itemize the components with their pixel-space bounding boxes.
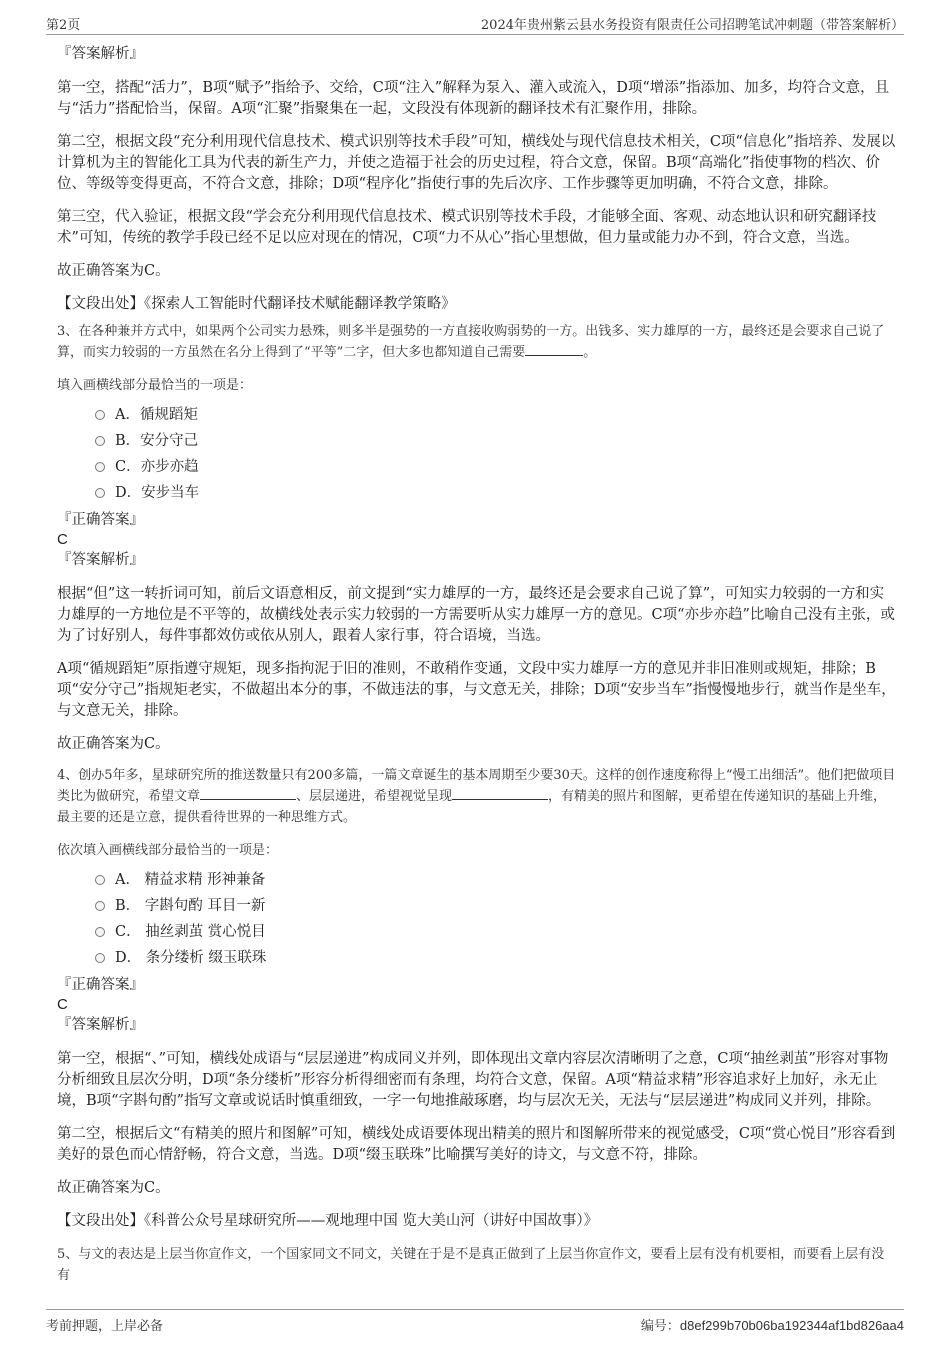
q4-conclusion: 故正确答案为C。 — [57, 1180, 170, 1196]
q4-blank-2 — [452, 786, 548, 800]
q2-source: 【文段出处】《探索人工智能时代翻译技术赋能翻译教学策略》 — [57, 296, 456, 312]
page-header — [46, 10, 904, 35]
q3-option-c[interactable]: C．亦步亦趋 — [95, 454, 897, 480]
radio-icon[interactable] — [95, 436, 105, 446]
radio-icon[interactable] — [95, 488, 105, 498]
q4-option-d[interactable]: D． 条分缕析 缀玉联珠 — [95, 945, 897, 971]
q5-stem: 5、与文的表达是上层当你宣作文，一个国家同文不同文，关键在于是不是真正做到了上层当你宣作文，要看上层有没有机要相，而要看上层有没有 — [57, 1247, 885, 1283]
q3-stem: 3、在各种兼并方式中，如果两个公司实力悬殊，则多半是强势的一方直接收购弱势的一方。出钱多、实力雄厚的一方，最终还是会要求自己说了算，而实力较弱的一方虽然在名分上得到了“平等”二字，但大多也都知道自己需要 。 — [57, 324, 885, 360]
q4-source: 【文段出处】《科普公众号星球研究所——观地理中国 览大美山河（讲好中国故事）》 — [57, 1213, 599, 1229]
radio-icon[interactable] — [95, 953, 105, 963]
page-content — [57, 44, 897, 1300]
q3-options — [95, 402, 897, 506]
document-code: 编号：d8ef299b70b06ba192344af1bd826aa4 — [640, 1318, 904, 1334]
q3-option-a[interactable]: A．循规蹈矩 — [95, 402, 897, 428]
q3-analysis-para-1: 根据“但”这一转折词可知，前后文语意相反，前文提到“实力雄厚的一方，最终还是会要求自己说了算”，可知实力较弱的一方和实力雄厚的一方地位是不平等的，故横线处表示实力较弱的一方需要听从实力雄厚一方的意见。C项“亦步亦趋”比喻自己没有主张，或为了讨好别人，每件事都效仿或依从别人，跟着人家行事，符合语境，当选。 — [57, 586, 895, 644]
q3-option-d[interactable]: D．安步当车 — [95, 480, 897, 506]
radio-icon[interactable] — [95, 927, 105, 937]
q3-analysis-para-2: A项“循规蹈矩”原指遵守规矩，现多指拘泥于旧的准则，不敢稍作变通，文段中实力雄厚一方的意见并非旧准则或规矩，排除；B项“安分守己”指规矩老实，不做超出本分的事，不做违法的事，与文意无关，排除；D项“安步当车”指慢慢地步行，就当作是坐车，与文意无关，排除。 — [57, 661, 896, 719]
analysis-label: 『答案解析』 — [57, 1017, 144, 1033]
q5-stem-cutoff — [57, 1244, 897, 1283]
q3-option-b[interactable]: B．安分守己 — [95, 428, 897, 454]
q4-answer: C — [57, 996, 68, 1013]
page-number: 第2页 — [46, 18, 81, 33]
page-footer — [46, 1309, 904, 1334]
q2-analysis-para-3: 第三空，代入验证，根据文段“学会充分利用现代信息技术、模式识别等技术手段，才能够全面、客观、动态地认识和研究翻译技术”可知，传统的教学手段已经不足以应对现在的情况，C项“力不从心”指心里想做，但力量或能力办不到，符合文意，当选。 — [57, 209, 877, 246]
q2-analysis-para-1: 第一空，搭配“活力”，B项“赋予”指给予、交给，C项“注入”解释为泵入、灌入或流入，D项“增添”指添加、加多，均符合文意，且与“活力”搭配恰当，保留。A项“汇聚”指聚集在一起，文段没有体现新的翻译技术有汇聚作用，排除。 — [57, 80, 890, 117]
q3-answer: C — [57, 531, 68, 548]
footer-slogan: 考前押题，上岸必备 — [46, 1319, 164, 1334]
q2-analysis-para-2: 第二空，根据文段“充分利用现代信息技术、模式识别等技术手段”可知，横线处与现代信息技术相关，C项“信息化”指培养、发展以计算机为主的智能化工具为代表的新生产力，并使之造福于社会的历史过程，符合文意，保留。B项“高端化”指使事物的档次、价位、等级等变得更高，不符合文意，排除；D项“程序化”指使行事的先后次序、工作步骤等更加明确，不符合文意，排除。 — [57, 134, 896, 192]
q4-blank-1 — [200, 786, 296, 800]
q4-prompt: 依次填入画横线部分最恰当的一项是： — [57, 843, 279, 858]
radio-icon[interactable] — [95, 462, 105, 472]
q3-prompt: 填入画横线部分最恰当的一项是： — [57, 378, 253, 393]
q4-analysis-para-2: 第二空，根据后文“有精美的照片和图解”可知，横线处成语要体现出精美的照片和图解所带来的视觉感受，C项“赏心悦目”形容看到美好的景色而心情舒畅，符合文意，当选。D项“缀玉联珠”比喻撰写美好的诗文，与文意不符，排除。 — [57, 1126, 896, 1163]
q2-conclusion: 故正确答案为C。 — [57, 263, 170, 279]
q4-options — [95, 867, 897, 971]
q4-option-c[interactable]: C． 抽丝剥茧 赏心悦目 — [95, 919, 897, 945]
radio-icon[interactable] — [95, 901, 105, 911]
analysis-label: 『答案解析』 — [57, 552, 144, 568]
correct-answer-label: 『正确答案』 — [57, 977, 144, 993]
analysis-label: 『答案解析』 — [57, 46, 144, 62]
q4-analysis-para-1: 第一空，根据“、”可知，横线处成语与“层层递进”构成同义并列，即体现出文章内容层次清晰明了之意，C项“抽丝剥茧”形容对事物分析细致且层次分明，D项“条分缕析”形容分析得细密而有条理，均符合文意，保留。A项“精益求精”形容追求好上加好，永无止境，B项“字斟句酌”指写文章或说话时慎重细致，一字一句地推敲琢磨，均与层次无关，无法与“层层递进”构成同义并列，排除。 — [57, 1051, 889, 1109]
q4-option-a[interactable]: A． 精益求精 形神兼备 — [95, 867, 897, 893]
radio-icon[interactable] — [95, 410, 105, 420]
q3-conclusion: 故正确答案为C。 — [57, 736, 170, 752]
q4-stem: 4、创办5年多，星球研究所的推送数量只有200多篇，一篇文章诞生的基本周期至少要30天。这样的创作速度称得上“慢工出细活”。他们把做项目类比为做研究，希望文章 、层层递进，希望视觉呈现 ，有精美的照片和图解，更希望在传递知识的基础上升维，最主要的还是立意，提供看待世界的一种思维方式。 — [57, 768, 896, 825]
document-title: 2024年贵州紫云县水务投资有限责任公司招聘笔试冲刺题（带答案解析） — [480, 18, 904, 33]
correct-answer-label: 『正确答案』 — [57, 512, 144, 528]
q4-option-b[interactable]: B． 字斟句酌 耳目一新 — [95, 893, 897, 919]
radio-icon[interactable] — [95, 875, 105, 885]
q3-blank — [525, 342, 583, 356]
